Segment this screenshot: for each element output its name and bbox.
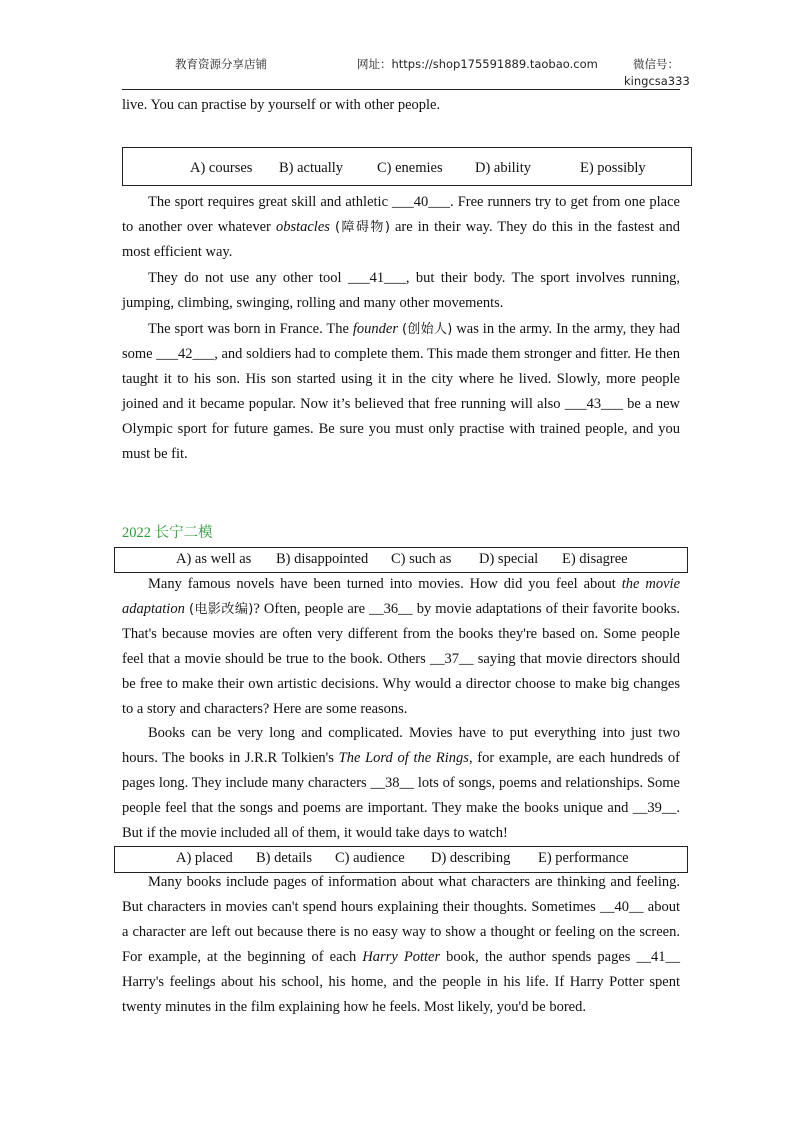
word-bank-2-option-a: A) as well as [176, 551, 252, 567]
word-bank-2-option-d: D) special [479, 551, 539, 567]
header-wechat-label: 微信号： [633, 57, 679, 71]
word-bank-3-option-c: C) audience [335, 850, 405, 866]
intro-line: live. You can practise by yourself or with other people. [122, 97, 441, 113]
word-bank-2-option-e: E) disagree [562, 551, 628, 567]
word-bank-1-option-a: A) courses [190, 160, 253, 176]
word-bank-3-option-b: B) details [256, 850, 312, 866]
passage-3-paragraph-1: Many books include pages of information about what characters are thinking and feeling. But characters in movies can't spend hours explaining their thoughts. Sometimes __40__ about a character are left out because there is no easy way to show a thought or feeling on the screen. For example, at the beginning of each Harry Potter book, the author spends pages __41__ Harry's feelings about his school, his home, and the people in his life. If Harry Potter spent twenty minutes in the film explaining how he feels. Most likely, you'd be bored. [122, 874, 680, 1015]
word-bank-1-option-d: D) ability [475, 160, 531, 176]
word-bank-1-option-e: E) possibly [580, 160, 646, 176]
header-divider [122, 89, 680, 90]
word-bank-3-option-a: A) placed [176, 850, 233, 866]
word-bank-2-option-c: C) such as [391, 551, 452, 567]
word-bank-3-option-d: D) describing [431, 850, 511, 866]
book-title-harry-potter: Harry Potter [362, 949, 441, 965]
word-bank-box-2 [114, 547, 688, 573]
term-founder: founder [352, 321, 398, 337]
passage-1-paragraph-2: They do not use any other tool ___41___, but their body. The sport involves running, jumping, climbing, swinging, rolling and many other movements. [122, 270, 680, 311]
word-bank-1-option-b: B) actually [279, 160, 344, 176]
book-title-lord-of-the-rings: The Lord of the Rings [338, 750, 469, 766]
header-shop-name: 教育资源分享店铺 [175, 57, 267, 71]
passage-2-paragraph-1: Many famous novels have been turned into movies. How did you feel about the movie adaptation (电影改编)? Often, people are __36__ by movie adaptations of their favorite books. That's because movies are often very different from the books they're based on. Some people feel that a movie should be true to the book. Others __37__ saying that movie directors should be free to make their own artistic decisions. Why would a director choose to make big changes to a story and characters? Here are some reasons. [122, 576, 680, 717]
passage-2-paragraph-2: Books can be very long and complicated. Movies have to put everything into just two hours. The books in J.R.R Tolkien's The Lord of the Rings, for example, are each hundreds of pages long. They include many characters __38__ lots of songs, poems and relationships. Some people feel that the songs and poems are important. They make the books unique and __39__. But if the movie included all of them, it would take days to watch! [122, 725, 680, 841]
word-bank-box-3 [114, 846, 688, 873]
word-bank-2-option-b: B) disappointed [276, 551, 369, 567]
word-bank-box-1 [122, 147, 692, 186]
term-obstacles: obstacles [275, 219, 330, 235]
word-bank-3-option-e: E) performance [538, 850, 629, 866]
header-wechat-id: kingcsa333 [624, 74, 690, 88]
term-movie-adaptation-translation: (电影改编) [188, 602, 254, 617]
word-bank-1-option-c: C) enemies [377, 160, 443, 176]
header-website[interactable]: 网址：https://shop175591889.taobao.com [357, 57, 598, 71]
term-movie-adaptation: the movie adaptation [122, 576, 680, 617]
section-title: 2022 长宁二模 [122, 525, 213, 541]
passage-1-paragraph-1: The sport requires great skill and athletic ___40___. Free runners try to get from one place to another over whatever obstacles (障碍物) are in their way. They do this in the fastest and most efficient way. [122, 194, 680, 260]
term-obstacles-translation: (障碍物) [334, 220, 390, 235]
term-founder-translation: (创始人) [401, 322, 453, 337]
passage-1-paragraph-3: The sport was born in France. The founder (创始人) was in the army. In the army, they had some ___42___, and soldiers had to complete them. This made them stronger and fitter. He then taught it to his son. His son started using it in the city where he lived. Slowly, more people joined and it became popular. Now it’s believed that free running will also ___43___ be a new Olympic sport for future games. Be sure you must only practise with trained people, and you must be fit. [122, 321, 680, 462]
